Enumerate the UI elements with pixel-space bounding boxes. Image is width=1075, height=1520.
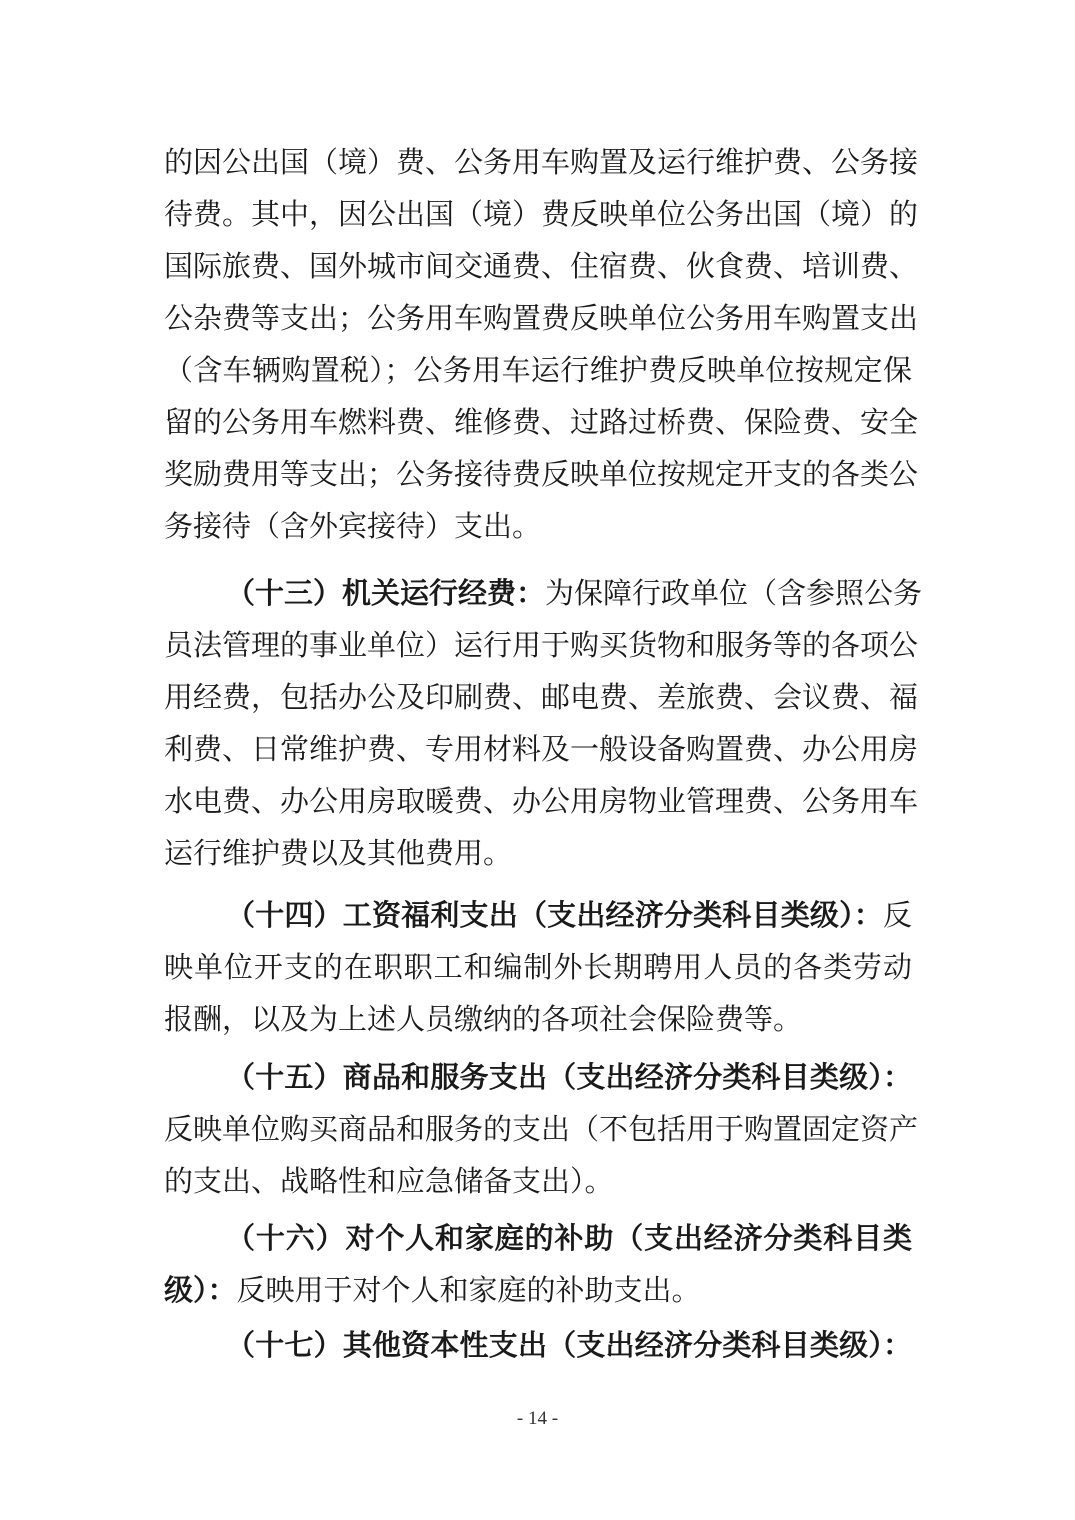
body-line: 务接待（含外宾接待）支出。 — [164, 509, 542, 543]
body-line: 报酬，以及为上述人员缴纳的各项社会保险费等。 — [164, 1002, 803, 1036]
body-line: 奖励费用等支出；公务接待费反映单位按规定开支的各类公 — [164, 457, 919, 491]
section-17-heading — [226, 1325, 912, 1365]
section-heading-continued: 级）： — [164, 1273, 237, 1307]
body-line: 员法管理的事业单位）运行用于购买货物和服务等的各项公 — [164, 628, 919, 662]
body-line: 的支出、战略性和应急储备支出）。 — [164, 1164, 614, 1198]
body-line: 运行维护费以及其他费用。 — [164, 836, 513, 870]
page-number: - 14 - — [516, 1408, 559, 1429]
body-line: 国际旅费、国外城市间交通费、住宿费、伙食费、培训费、 — [164, 249, 919, 283]
body-line: 留的公务用车燃料费、维修费、过路过桥费、保险费、安全 — [164, 405, 919, 439]
section-heading: （十五）商品和服务支出（支出经济分类科目类级）： — [226, 1060, 912, 1094]
section-15-heading — [226, 1057, 912, 1097]
section-14-first-line — [226, 895, 912, 935]
body-line: （含车辆购置税）；公务用车运行维护费反映单位按规定保 — [164, 353, 912, 387]
section-13-first-line — [226, 573, 923, 613]
body-line: 反映单位购买商品和服务的支出（不包括用于购置固定资产 — [164, 1112, 919, 1146]
body-line: 利费、日常维护费、专用材料及一般设备购置费、办公用房 — [164, 732, 919, 766]
body-line: 用经费，包括办公及印刷费、邮电费、差旅费、会议费、福 — [164, 680, 919, 714]
body-text: 为保障行政单位（含参照公务 — [545, 576, 923, 610]
section-heading: （十七）其他资本性支出（支出经济分类科目类级）： — [226, 1328, 912, 1362]
body-line: 的因公出国（境）费、公务用车购置及运行维护费、公务接 — [164, 145, 919, 179]
section-heading: （十六）对个人和家庭的补助（支出经济分类科目类 — [226, 1221, 912, 1255]
body-line: 公杂费等支出；公务用车购置费反映单位公务用车购置支出 — [164, 301, 919, 335]
body-line: 映单位开支的在职职工和编制外长期聘用人员的各类劳动 — [164, 950, 912, 984]
section-16-heading — [226, 1218, 912, 1258]
body-text: 反 — [882, 898, 912, 932]
body-line: 水电费、办公用房取暖费、办公用房物业管理费、公务用车 — [164, 784, 919, 818]
section-heading: （十三）机关运行经费： — [226, 576, 546, 610]
body-line: 待费。其中，因公出国（境）费反映单位公务出国（境）的 — [164, 197, 919, 231]
section-16-second-line — [164, 1270, 912, 1310]
body-text: 反映用于对个人和家庭的补助支出。 — [236, 1273, 701, 1307]
section-heading: （十四）工资福利支出（支出经济分类科目类级）： — [226, 898, 883, 932]
